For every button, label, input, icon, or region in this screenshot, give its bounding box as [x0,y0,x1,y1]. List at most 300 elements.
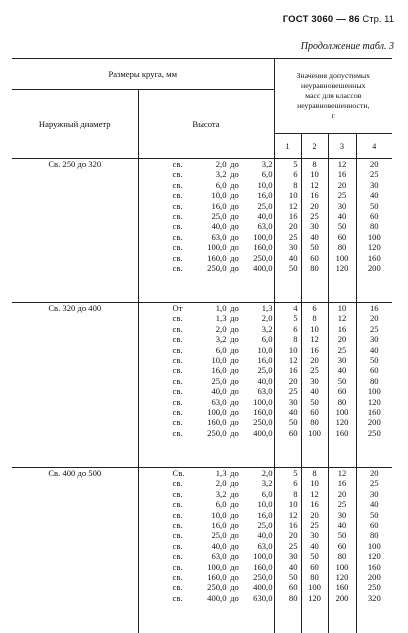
mass-value: 80 [369,375,379,386]
height-from: 100,0 [207,561,227,572]
mass-value: 5 [293,159,298,169]
mass-value: 30 [337,200,347,211]
height-prefix: св. [172,179,183,190]
header-values-line-3: масс для классов [305,91,362,100]
mass-value: 60 [310,561,319,572]
mass-value: 40 [369,190,379,201]
mass-value: 30 [288,396,298,407]
height-sep: до [230,509,239,520]
mass-value: 16 [288,365,298,376]
header-outer-diameter: Наружный диаметр [38,119,111,129]
mass-value: 40 [337,519,347,530]
height-prefix: св. [172,334,183,345]
mass-value: 10 [310,323,319,334]
mass-value: 20 [310,200,319,211]
mass-value: 25 [310,210,319,221]
mass-value: 60 [337,231,347,242]
mass-value: 12 [337,313,347,324]
height-to: 3,2 [261,159,273,169]
height-sep: до [230,169,239,180]
mass-value: 50 [288,417,298,428]
height-from: 1,0 [215,303,227,313]
mass-value: 100 [335,252,349,263]
mass-value: 60 [288,582,298,593]
mass-value: 8 [312,159,317,169]
height-sep: до [230,396,239,407]
mass-value: 16 [288,519,298,530]
mass-value: 5 [293,313,298,324]
height-to: 25,0 [257,365,273,376]
mass-value: 60 [337,540,347,551]
mass-value: 12 [310,488,319,499]
outer-diameter-cell: Св. 250 до 320 [12,159,138,303]
mass-value: 30 [310,375,319,386]
mass-value: 40 [369,499,379,510]
height-from: 2,0 [215,323,227,334]
height-prefix: св. [172,509,183,520]
mass-value: 80 [310,417,319,428]
height-from: 1,3 [215,313,227,324]
header-values-line-4: неуравновешенности, [297,101,370,110]
mass-value: 16 [310,344,319,355]
outer-diameter-cell: Св. 320 до 400 [12,303,138,468]
height-to: 25,0 [257,200,273,211]
height-sep: до [230,561,239,572]
height-sep: до [230,530,239,541]
mass-value: 60 [310,406,319,417]
height-sep: до [230,303,239,313]
height-sep: до [230,499,239,510]
mass-value: 30 [310,530,319,541]
height-to: 16,0 [257,509,273,520]
mass-value: 100 [367,231,381,242]
height-range [139,572,274,582]
mass-value: 12 [310,179,319,190]
mass-value: 16 [310,499,319,510]
mass-value: 50 [369,509,379,520]
height-range [139,159,274,169]
mass-value: 120 [335,262,349,273]
height-from: 16,0 [211,200,227,211]
mass-value: 80 [337,242,347,253]
mass-value: 80 [369,221,379,232]
height-prefix: св. [172,375,183,386]
height-sep: до [230,262,239,273]
height-prefix: св. [172,200,183,211]
height-prefix: св. [172,169,183,180]
mass-value: 50 [288,571,298,582]
height-sep: до [230,242,239,253]
height-prefix: св. [172,221,183,232]
height-from: 10,0 [211,509,227,520]
height-to: 25,0 [257,519,273,530]
height-from: 16,0 [211,365,227,376]
mass-value: 50 [369,354,379,365]
height-prefix: св. [172,386,183,397]
class-1-values [274,159,301,303]
mass-value: 16 [310,190,319,201]
mass-value: 50 [337,221,347,232]
height-to: 160,0 [253,406,273,417]
height-to: 1,3 [261,303,273,313]
height-to: 100,0 [253,396,273,407]
height-from: 25,0 [211,375,227,386]
mass-value: 16 [337,169,347,180]
mass-value: 60 [369,210,379,221]
mass-value: 40 [310,386,319,397]
mass-value: 30 [369,334,379,345]
height-sep: до [230,252,239,263]
height-range [139,201,274,211]
height-prefix: св. [172,478,183,489]
height-range [139,520,274,530]
mass-value: 10 [288,499,298,510]
height-sep: до [230,231,239,242]
mass-value: 20 [337,488,347,499]
height-range [139,397,274,407]
height-sep: до [230,334,239,345]
mass-value: 160 [367,252,381,263]
height-sep: до [230,551,239,562]
mass-value: 25 [288,231,298,242]
mass-value: 60 [288,427,298,438]
mass-value: 10 [288,344,298,355]
height-from: 25,0 [211,530,227,541]
height-to: 40,0 [257,530,273,541]
height-to: 400,0 [253,582,273,593]
mass-value: 80 [369,530,379,541]
height-from: 3,2 [215,169,227,180]
height-sep: до [230,468,239,478]
height-sep: до [230,344,239,355]
height-range [139,242,274,252]
table-continuation-note: Продолжение табл. 3 [300,41,394,52]
standard-number: ГОСТ 3060 — 86 [282,14,360,25]
height-sep: до [230,221,239,232]
height-prefix: св. [172,396,183,407]
height-from: 10,0 [211,190,227,201]
height-from: 3,2 [215,488,227,499]
mass-value: 40 [337,365,347,376]
mass-value: 8 [293,488,298,499]
height-from: 63,0 [211,231,227,242]
height-sep: до [230,592,239,603]
mass-value: 250 [367,427,381,438]
mass-value: 16 [337,478,347,489]
mass-value: 25 [310,519,319,530]
height-to: 400,0 [253,427,273,438]
mass-value: 8 [293,179,298,190]
mass-value: 12 [337,159,347,169]
height-range [139,324,274,334]
height-to: 40,0 [257,375,273,386]
height-prefix: св. [172,231,183,242]
mass-value: 20 [310,354,319,365]
class-3-values [328,159,356,303]
height-to: 6,0 [261,488,273,499]
height-from: 100,0 [207,242,227,253]
height-from: 63,0 [211,551,227,562]
height-from: 2,0 [215,159,227,169]
mass-value: 80 [310,571,319,582]
mass-value: 25 [337,190,347,201]
height-range [139,376,274,386]
mass-value: 40 [288,252,298,263]
height-from: 6,0 [215,344,227,355]
height-range [139,232,274,242]
height-range [139,499,274,509]
mass-value: 50 [310,242,319,253]
height-to: 160,0 [253,561,273,572]
height-from: 100,0 [207,406,227,417]
mass-value: 20 [288,221,298,232]
height-sep: до [230,478,239,489]
height-prefix: св. [172,582,183,593]
mass-value: 12 [288,509,298,520]
mass-value: 20 [369,468,379,478]
height-to: 63,0 [257,386,273,397]
height-prefix: св. [172,427,183,438]
mass-value: 200 [367,262,381,273]
height-prefix: св. [172,406,183,417]
height-range [139,263,274,273]
mass-value: 160 [335,427,349,438]
mass-value: 25 [337,499,347,510]
mass-value: 12 [288,354,298,365]
mass-value: 250 [367,582,381,593]
height-to: 100,0 [253,231,273,242]
height-to: 100,0 [253,551,273,562]
mass-value: 20 [288,530,298,541]
header-allowed-values [274,59,392,134]
header-values-line-5: г [331,111,335,120]
mass-value: 120 [367,242,381,253]
height-from: 16,0 [211,519,227,530]
header-class-3: 3 [328,134,356,159]
height-sep: до [230,571,239,582]
mass-value: 200 [367,571,381,582]
height-prefix: св. [172,262,183,273]
header-wheel-dimensions: Размеры круга, мм [12,59,274,90]
mass-value: 60 [369,365,379,376]
height-range [139,428,274,438]
mass-value: 30 [369,488,379,499]
height-from: 10,0 [211,354,227,365]
height-sep: до [230,323,239,334]
height-from: 63,0 [211,396,227,407]
height-to: 10,0 [257,499,273,510]
mass-value: 10 [310,169,319,180]
mass-value: 100 [308,582,321,593]
page-header [283,14,394,25]
height-prefix: св. [172,519,183,530]
unbalance-table [12,58,392,633]
height-prefix: св. [172,561,183,572]
mass-value: 8 [312,313,317,324]
class-2-values [301,159,328,303]
mass-value: 25 [337,344,347,355]
mass-value: 10 [310,478,319,489]
height-prefix: св. [172,252,183,263]
mass-value: 12 [337,468,347,478]
height-range [139,253,274,263]
height-to: 16,0 [257,354,273,365]
header-class-2: 2 [301,134,328,159]
table-row [12,303,392,468]
height-range [139,345,274,355]
header-height: Высота [138,90,274,159]
height-prefix: св. [172,323,183,334]
height-sep: до [230,365,239,376]
height-prefix: От [172,303,183,313]
mass-value: 25 [369,169,379,180]
mass-value: 40 [310,540,319,551]
mass-value: 8 [293,334,298,345]
height-range [139,562,274,572]
class-4-values [356,159,392,303]
height-prefix: св. [172,365,183,376]
height-prefix: св. [172,499,183,510]
mass-value: 8 [312,468,317,478]
height-sep: до [230,417,239,428]
height-prefix: св. [172,488,183,499]
height-from: 2,0 [215,478,227,489]
mass-value: 50 [310,396,319,407]
height-prefix: св. [172,530,183,541]
height-to: 16,0 [257,190,273,201]
height-range [139,530,274,540]
mass-value: 30 [369,179,379,190]
mass-value: 40 [310,231,319,242]
height-prefix: св. [172,159,183,169]
height-range [139,468,274,478]
mass-value: 50 [369,200,379,211]
height-from: 6,0 [215,499,227,510]
mass-value: 50 [337,530,347,541]
class-1-values [274,303,301,468]
mass-value: 20 [369,159,379,169]
height-range [139,169,274,179]
mass-value: 20 [337,179,347,190]
mass-value: 25 [310,365,319,376]
mass-value: 20 [310,509,319,520]
height-prefix: св. [172,190,183,201]
height-to: 6,0 [261,334,273,345]
height-prefix: св. [172,551,183,562]
mass-value: 5 [293,468,298,478]
height-to: 2,0 [261,468,273,478]
height-to: 3,2 [261,478,273,489]
height-sep: до [230,200,239,211]
height-to: 630,0 [253,592,273,603]
table-body [12,159,392,633]
height-to: 10,0 [257,344,273,355]
height-to: 63,0 [257,540,273,551]
class-3-values [328,303,356,468]
height-from: 160,0 [207,571,227,582]
mass-value: 6 [312,303,317,313]
height-range [139,365,274,375]
height-prefix: св. [172,571,183,582]
height-prefix: Св. [172,468,185,478]
height-range [139,211,274,221]
height-from: 250,0 [207,262,227,273]
header-values-line-2: неуравновешенных [301,81,366,90]
mass-value: 25 [369,478,379,489]
mass-value: 25 [369,323,379,334]
height-range [139,593,274,603]
mass-value: 100 [367,540,381,551]
mass-value: 20 [337,334,347,345]
height-to: 250,0 [253,571,273,582]
class-2-values [301,303,328,468]
height-to: 250,0 [253,417,273,428]
mass-value: 6 [293,169,298,180]
height-to: 250,0 [253,252,273,263]
page-number: Стр. 11 [362,14,394,25]
mass-value: 100 [308,427,321,438]
mass-value: 120 [367,396,381,407]
height-to: 400,0 [253,262,273,273]
height-to: 10,0 [257,179,273,190]
mass-value: 80 [337,551,347,562]
mass-value: 30 [337,354,347,365]
header-class-4: 4 [356,134,392,159]
mass-value: 12 [310,334,319,345]
height-from: 40,0 [211,386,227,397]
mass-value: 120 [335,571,349,582]
mass-value: 25 [288,540,298,551]
height-range [139,303,274,313]
mass-value: 60 [310,252,319,263]
mass-value: 12 [288,200,298,211]
mass-value: 120 [308,592,321,603]
mass-value: 60 [369,519,379,530]
mass-value: 30 [310,221,319,232]
height-sep: до [230,488,239,499]
mass-value: 160 [335,582,349,593]
mass-value: 100 [367,386,381,397]
height-prefix: св. [172,313,183,324]
height-sep: до [230,427,239,438]
height-from: 250,0 [207,582,227,593]
height-sep: до [230,190,239,201]
height-from: 40,0 [211,540,227,551]
height-range [139,180,274,190]
mass-value: 16 [288,210,298,221]
mass-value: 50 [337,375,347,386]
height-range [139,510,274,520]
mass-value: 10 [288,190,298,201]
height-sep: до [230,582,239,593]
mass-value: 320 [367,592,381,603]
height-sep: до [230,519,239,530]
height-sep: до [230,354,239,365]
mass-value: 16 [369,303,379,313]
mass-value: 60 [337,386,347,397]
mass-value: 100 [335,561,349,572]
mass-value: 40 [337,210,347,221]
height-from: 6,0 [215,179,227,190]
mass-value: 80 [288,592,298,603]
height-range [139,541,274,551]
height-range [139,221,274,231]
mass-value: 120 [335,417,349,428]
mass-value: 30 [288,242,298,253]
header-values-line-1: Значения допустимых [296,71,371,80]
mass-value: 50 [288,262,298,273]
height-to: 6,0 [261,169,273,180]
